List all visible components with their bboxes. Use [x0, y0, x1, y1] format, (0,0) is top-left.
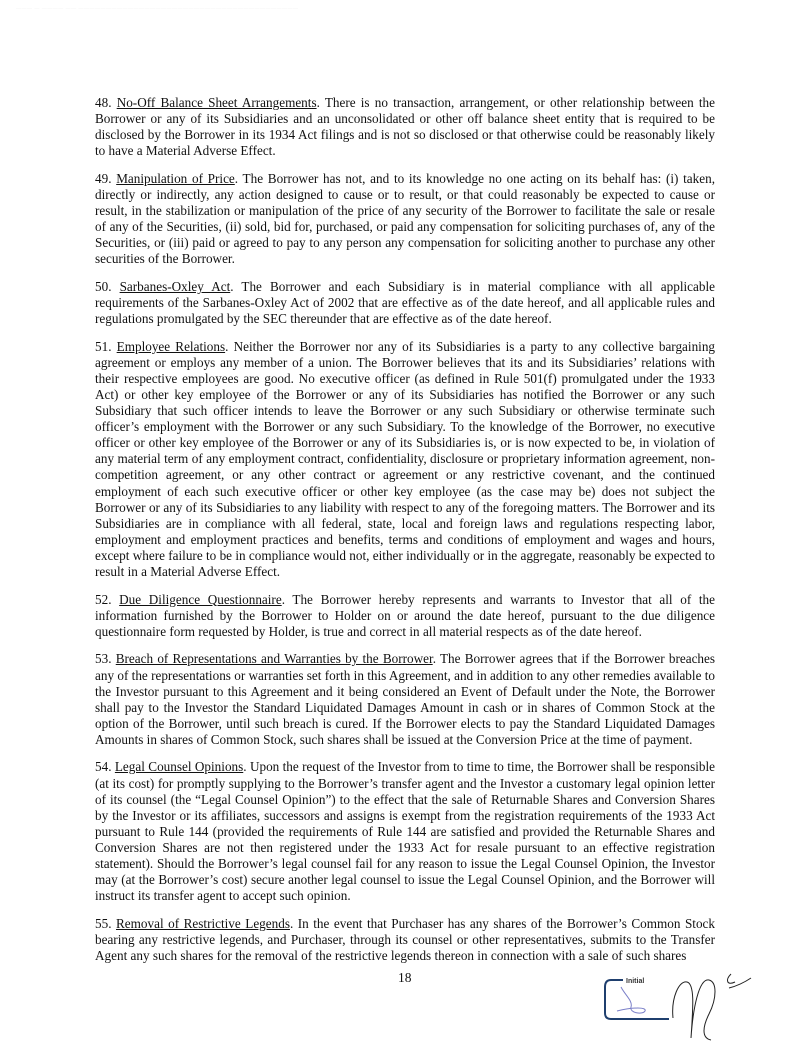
section-text: . The Borrower hereby represents and warrants to Investor that all of the information furnished by the Borrower to Holder on or around the date hereof, pursuant to the due diligence questionnaire form requested by Holder, is true and correct in all material respects as of the date hereof. [95, 591, 716, 639]
section-number: 51. [95, 338, 112, 354]
section-50 [95, 279, 715, 327]
section-52 [95, 592, 715, 640]
section-text: . The Borrower has not, and to its knowledge no one acting on its behalf has: (i) taken, directly or indirectly, any action designed to cause or to result, or that could reasonably be expected to cause or result, in the stabilization or manipulation of the price of any security of the Borrower to facilitate the sale or resale of any of the Securities, (ii) sold, bid for, purchased, or paid any compensation for soliciting purchases of, any of the Securities, or (iii) paid or agreed to pay to any person any compensation for soliciting another to purchase any other securities of the Borrower. [95, 170, 715, 267]
section-number: 54. [95, 759, 112, 775]
page-number: 18 [398, 970, 412, 985]
section-53 [95, 651, 715, 748]
section-text: . There is no transaction, arrangement, or other relationship between the Borrower or any of its Subsidiaries and an unconsolidated or other off balance sheet entity that is required to be disclosed by the Borrower in its 1934 Act filings and is not so disclosed or that otherwise could be reasonably likely to have a Material Adverse Effect. [95, 95, 716, 159]
document-body [95, 95, 715, 976]
section-text: . Upon the request of the Investor from to time to time, the Borrower shall be responsible (at its cost) for promptly supplying to the Borrower’s transfer agent and the Investor a customary legal opinion letter of its counsel (the “Legal Counsel Opinion”) to the effect that the sale of Returnable Shares and Conversion Shares by the Investor or its affiliates, successors and assigns is exempt from the registration requirements of the 1933 Act pursuant to Rule 144 (provided the requirements of Rule 144 are satisfied and provided the Returnable Shares and Conversion Shares are not then registered under the 1933 Act for resale pursuant to an effective registration statement). Should the Borrower’s legal counsel fail for any reason to issue the Legal Counsel Opinion, the Investor may (at the Borrower’s cost) secure another legal counsel to issue the Legal Counsel Opinion, and the Borrower will instruct its transfer agent to accept such opinion. [95, 759, 715, 904]
section-number: 50. [95, 278, 112, 294]
section-text: . In the event that Purchaser has any shares of the Borrower’s Common Stock bearing any restrictive legends, and Purchaser, through its counsel or other representatives, submits to the Transfer Agent any such shares for the removal of the restrictive legends thereon in connection with a sale of such shares [95, 915, 715, 963]
section-text: . Neither the Borrower nor any of its Subsidiaries is a party to any collective bargaining agreement or employs any member of a union. The Borrower believes that its and its Subsidiaries’ relations with their respective employees are good. No executive officer (as defined in Rule 501(f) promulgated under the 1933 Act) or other key employee of the Borrower or any of its Subsidiaries has notified the Borrower or any such Subsidiary that such officer intends to leave the Borrower or any such Subsidiary or otherwise terminate such officer’s employment with the Borrower or any such Subsidiary. To the knowledge of the Borrower, no executive officer or other key employee of the Borrower or any of its Subsidiaries is, or is now expected to be, in violation of any material term of any employment contract, confidentiality, disclosure or proprietary information agreement, non-competition agreement, or any other contract or agreement or any restrictive covenant, and the continued employment of each such executive officer or other key employee (as the case may be) does not subject the Borrower or any of its Subsidiaries to any liability with respect to any of the foregoing matters. The Borrower and its Subsidiaries are in compliance with all federal, state, local and foreign laws and regulations respecting labor, employment and employment practices and benefits, terms and conditions of employment and wages and hours, except where failure to be in compliance would not, either individually or in the aggregate, reasonably be expected to result in a Material Adverse Effect. [95, 338, 716, 580]
section-number: 53. [95, 651, 112, 667]
section-text: . The Borrower agrees that if the Borrower breaches any of the representations or warranties set forth in this Agreement, and in addition to any other remedies available to the Investor pursuant to this Agreement and it being considered an Event of Default under the Note, the Borrower shall pay to the Investor the Standard Liquidated Damages Amount in cash or in shares of Common Stock at the option of the Borrower, until such breach is cured. If the Borrower elects to pay the Standard Liquidated Damages Amounts in shares of Common Stock, such shares shall be issued at the Conversion Price at the time of payment. [95, 651, 715, 747]
handwritten-initials-icon [665, 968, 775, 1043]
section-text: . The Borrower and each Subsidiary is in material compliance with all applicable requirements of the Sarbanes-Oxley Act of 2002 that are effective as of the date hereof, and all applicable rules and regulations promulgated by the SEC thereunder that are effective as of the date hereof. [95, 278, 715, 327]
faint-header-text: ——— — ———— —— ———————————————————————————————————————— [16, 6, 299, 12]
section-54 [95, 759, 715, 904]
section-heading: Breach of Representations and Warranties by the Borrower [115, 651, 433, 667]
section-heading: Removal of Restrictive Legends [116, 915, 290, 931]
section-heading: Manipulation of Price [116, 170, 235, 186]
section-heading: Employee Relations [116, 338, 226, 354]
section-number: 52. [95, 591, 112, 607]
section-49 [95, 171, 715, 268]
initial-label: Initial [626, 978, 645, 985]
section-48 [95, 95, 715, 159]
section-heading: Sarbanes-Oxley Act [119, 278, 231, 294]
section-51 [95, 339, 715, 580]
section-heading: Due Diligence Questionnaire [119, 591, 282, 607]
section-number: 48. [95, 95, 112, 110]
section-number: 55. [95, 915, 112, 931]
section-number: 49. [95, 170, 112, 186]
section-55 [95, 916, 715, 964]
section-heading: No-Off Balance Sheet Arrangements [116, 95, 317, 110]
section-heading: Legal Counsel Opinions [114, 759, 244, 775]
